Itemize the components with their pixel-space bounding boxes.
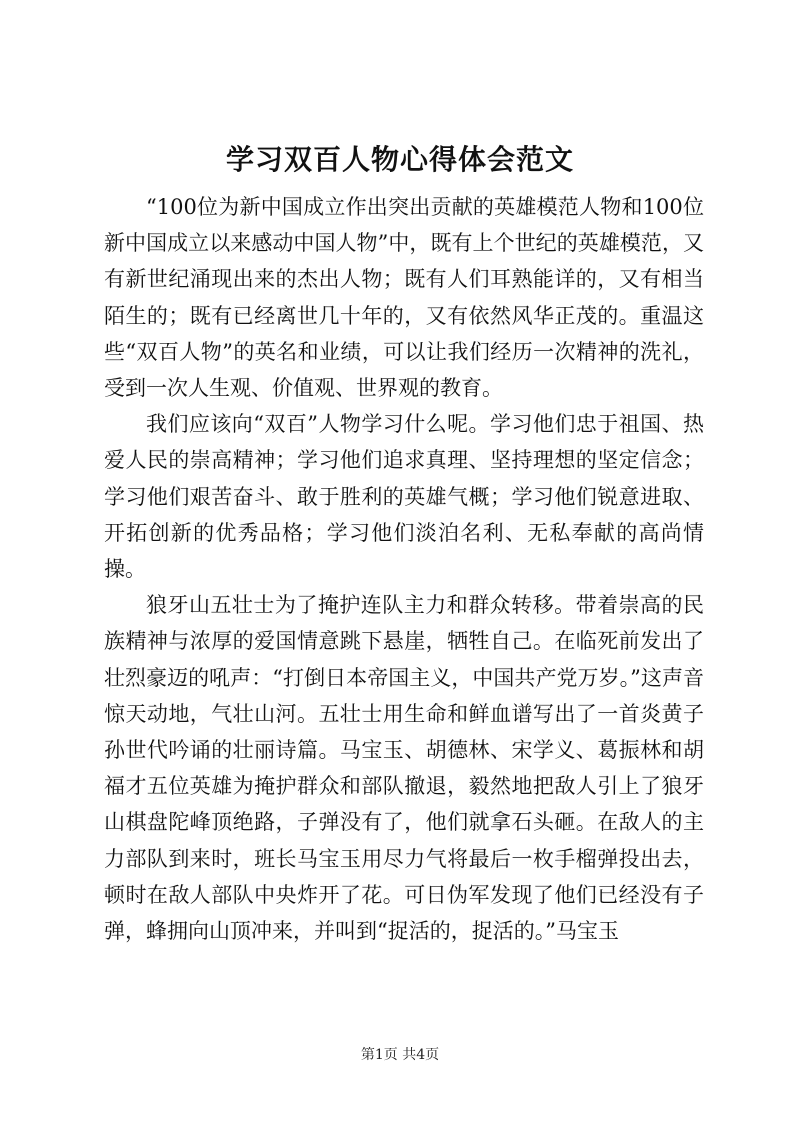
- paragraph-2: 我们应该向“双百”人物学习什么呢。学习他们忠于祖国、热爱人民的崇高精神；学习他们追求真理、坚持理想的坚定信念；学习他们艰苦奋斗、敢于胜利的英雄气概；学习他们锐意进取、开拓创新的优秀品格；学习他们淡泊名利、无私奉献的高尚情操。: [104, 412, 704, 582]
- document-body: [104, 189, 704, 949]
- page-footer: 第1页 共4页: [360, 1047, 440, 1063]
- document-title: 学习双百人物心得体会范文: [225, 143, 574, 176]
- paragraph-3: 狼牙山五壮士为了掩护连队主力和群众转移。带着崇高的民族精神与浓厚的爱国情意跳下悬崖，牺牲自己。在临死前发出了壮烈豪迈的吼声：“打倒日本帝国主义，中国共产党万岁。”这声音惊天动地，气壮山河。五壮士用生命和鲜血谱写出了一首炎黄子孙世代吟诵的壮丽诗篇。马宝玉、胡德林、宋学义、葛振林和胡福才五位英雄为掩护群众和部队撤退，毅然地把敌人引上了狼牙山棋盘陀峰顶绝路，子弹没有了，他们就拿石头砸。在敌人的主力部队到来时，班长马宝玉用尽力气将最后一枚手榴弹投出去，顿时在敌人部队中央炸开了花。可日伪军发现了他们已经没有子弹，蜂拥向山顶冲来，并叫到“捉活的，捉活的。”马宝玉: [104, 593, 704, 944]
- paragraph-1: “100位为新中国成立作出突出贡献的英雄模范人物和100位新中国成立以来感动中国人物”中，既有上个世纪的英雄模范，又有新世纪涌现出来的杰出人物；既有人们耳熟能详的，又有相当陌生的；既有已经离世几十年的，又有依然风华正茂的。重温这些“双百人物”的英名和业绩，可以让我们经历一次精神的洗礼，受到一次人生观、价值观、世界观的教育。: [104, 195, 704, 401]
